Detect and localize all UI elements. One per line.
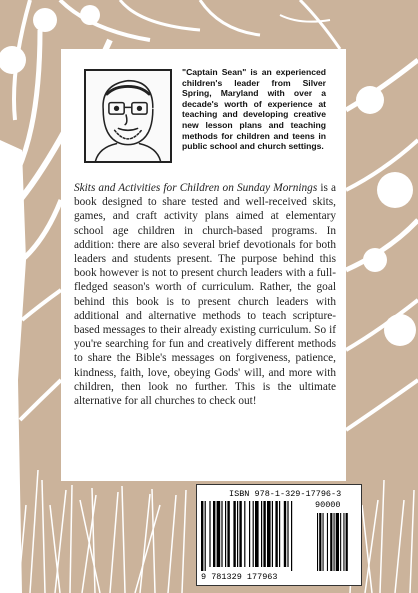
ean-barcode-bars bbox=[201, 501, 357, 571]
description-body: is a book designed to share tested and well-received skits, games, and craft activity plans aimed at elementary school age children in church-based programs. In addition: there are also several brief devotionals for both leaders and students present. The purpose behind this book however is not to present church leaders with a full-fledged season's worth of curriculum. Rather, the goal behind this book is to present church leaders with additional and alternative methods to teach scripture-based messages to their already existing curriculum. So if you're searching for fun and creatively different methods to share the Bible's messages on forgiveness, patience, kindness, faith, love, obeying Gods' will, and more with children, then look no further. This is the ultimate alternative for all churches to check out! bbox=[74, 182, 336, 408]
isbn-barcode bbox=[196, 484, 362, 586]
book-description bbox=[74, 181, 336, 408]
price-code: 90000 bbox=[315, 500, 341, 510]
author-bio: "Captain Sean" is an experienced children's leader from Silver Spring, Maryland with over a decade's worth of experience at teaching and developing creative new lesson plans and teaching methods for children and teens in public school and church settings. bbox=[182, 67, 326, 152]
book-title: Skits and Activities for Children on Sunday Mornings bbox=[74, 182, 318, 194]
cartoon-man-with-glasses-and-beard-icon bbox=[86, 71, 170, 161]
ean-digits: 9 781329 177963 bbox=[201, 572, 278, 582]
isbn-label: ISBN 978-1-329-17796-3 bbox=[229, 489, 342, 499]
author-portrait bbox=[84, 69, 172, 163]
back-cover-panel bbox=[61, 49, 346, 481]
